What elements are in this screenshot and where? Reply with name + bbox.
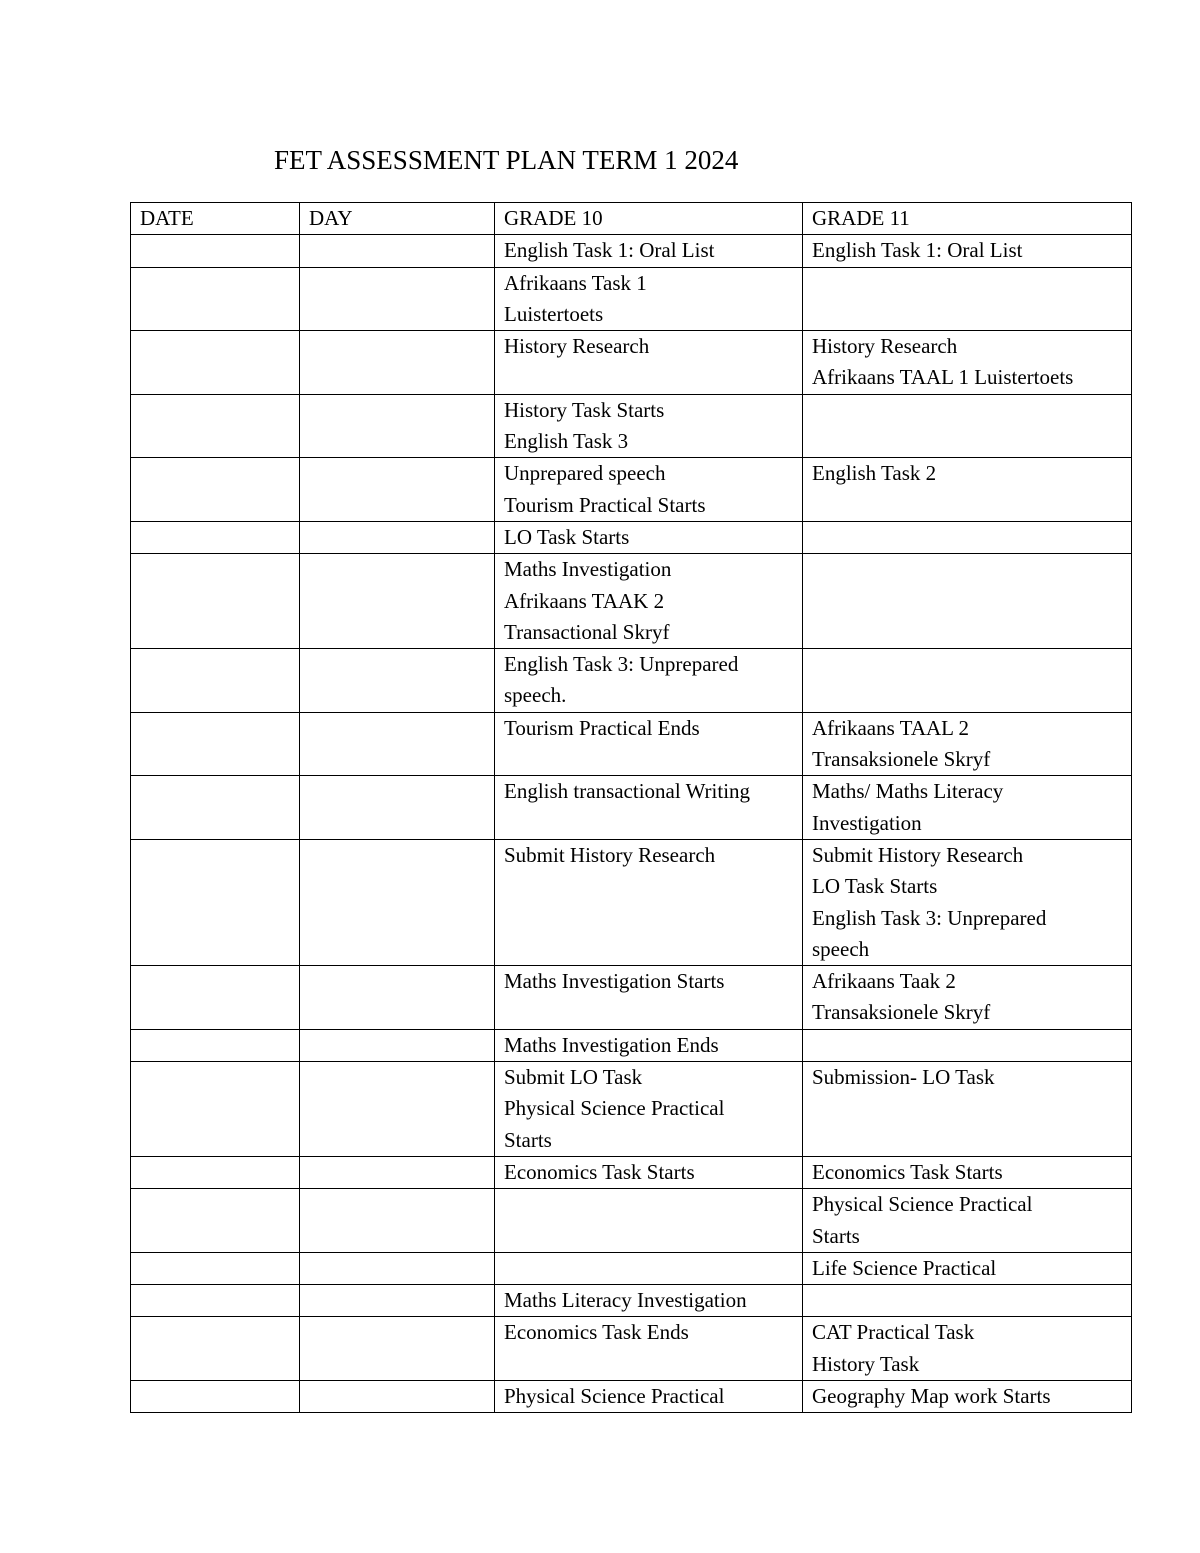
cell-text: Transaksionele Skryf [812,747,991,772]
grade-11-cell [803,1317,1132,1381]
cell-text: Starts [504,1127,552,1152]
grade-11-cell [803,331,1132,395]
grade-10-cell [495,1029,803,1061]
cell-text: Afrikaans Taak 2 [812,969,956,994]
cell-text: Physical Science Practical [812,1192,1033,1217]
table-row [131,1252,1132,1284]
table-row [131,1156,1132,1188]
grade-11-cell [803,394,1132,458]
cell-text: History Task [812,1351,920,1376]
grade-10-cell [495,1156,803,1188]
date-cell [131,458,300,522]
cell-text: Afrikaans TAAK 2 [504,588,665,613]
day-cell [300,1252,495,1284]
grade-10-cell [495,712,803,776]
date-cell [131,839,300,965]
date-cell [131,776,300,840]
table-row [131,1189,1132,1253]
cell-text: English Task 1: Oral List [812,238,1023,263]
cell-text: English transactional Writing [504,779,751,804]
cell-text: History Task Starts [504,397,665,422]
grade-10-cell [495,1189,803,1253]
date-cell [131,554,300,649]
date-cell [131,235,300,267]
grade-10-cell [495,776,803,840]
cell-text: English Task 3: Unprepared [812,905,1047,930]
cell-text: Afrikaans Task 1 [504,270,647,295]
day-cell [300,712,495,776]
grade-10-cell [495,267,803,331]
table-header [131,203,1132,235]
cell-text: LO Task Starts [504,524,630,549]
table-body [131,235,1132,1413]
cell-text: Maths Investigation Starts [504,969,725,994]
cell-text: Submit History Research [812,842,1024,867]
grade-11-cell [803,1029,1132,1061]
grade-11-cell [803,554,1132,649]
cell-text: Afrikaans TAAL 1 Luistertoets [812,365,1074,390]
table-row [131,521,1132,553]
cell-text: Submit History Research [504,842,716,867]
cell-text: Afrikaans TAAL 2 [812,715,969,740]
table-row [131,966,1132,1030]
cell-text: English Task 2 [812,461,937,486]
cell-text: Physical Science Practical [504,1383,725,1408]
grade-11-cell [803,1156,1132,1188]
day-cell [300,554,495,649]
grade-10-cell [495,966,803,1030]
grade-11-cell [803,458,1132,522]
grade-11-cell [803,267,1132,331]
day-cell [300,1317,495,1381]
cell-text: Life Science Practical [812,1255,997,1280]
day-cell [300,1285,495,1317]
day-cell [300,1156,495,1188]
grade-11-cell [803,966,1132,1030]
table-row [131,235,1132,267]
day-cell [300,966,495,1030]
table-row [131,394,1132,458]
cell-text: Economics Task Ends [504,1320,689,1345]
grade-11-cell [803,1252,1132,1284]
table-row [131,267,1132,331]
cell-text: English Task 3 [504,429,629,454]
day-cell [300,394,495,458]
grade-10-cell [495,839,803,965]
table-row [131,1062,1132,1157]
cell-text: Maths Investigation [504,557,672,582]
grade-10-cell [495,521,803,553]
grade-10-cell [495,1380,803,1412]
grade-11-cell [803,1189,1132,1253]
grade-11-cell [803,649,1132,713]
date-cell [131,649,300,713]
date-cell [131,712,300,776]
date-cell [131,1252,300,1284]
cell-text: Tourism Practical Ends [504,715,700,740]
grade-11-cell [803,839,1132,965]
cell-text: Maths Literacy Investigation [504,1288,747,1313]
cell-text: LO Task Starts [812,874,938,899]
cell-text: Transactional Skryf [504,619,670,644]
cell-text: Economics Task Starts [504,1159,695,1184]
day-cell [300,1189,495,1253]
cell-text: Transaksionele Skryf [812,1000,991,1025]
day-cell [300,1380,495,1412]
cell-text: English Task 3: Unprepared [504,652,739,677]
day-cell [300,839,495,965]
grade-11-cell [803,521,1132,553]
date-cell [131,267,300,331]
date-cell [131,1062,300,1157]
day-cell [300,235,495,267]
table-row [131,1317,1132,1381]
date-cell [131,521,300,553]
grade-10-cell [495,394,803,458]
grade-10-cell [495,1285,803,1317]
table-row [131,331,1132,395]
cell-text: speech [812,936,870,961]
assessment-plan-table [130,202,1132,1413]
cell-text: speech. [504,683,567,708]
day-cell [300,1029,495,1061]
header-grade-10: GRADE 10 [495,203,803,235]
table-row [131,712,1132,776]
table-row [131,1285,1132,1317]
header-grade-11: GRADE 11 [803,203,1132,235]
cell-text: Submission- LO Task [812,1065,995,1090]
day-cell [300,458,495,522]
cell-text: Physical Science Practical [504,1096,725,1121]
table-row [131,839,1132,965]
grade-10-cell [495,1252,803,1284]
date-cell [131,394,300,458]
table-row [131,1380,1132,1412]
cell-text: History Research [504,334,650,359]
table-row [131,458,1132,522]
grade-11-cell [803,235,1132,267]
date-cell [131,966,300,1030]
cell-text: Luistertoets [504,301,604,326]
date-cell [131,1189,300,1253]
cell-text: Starts [812,1223,860,1248]
header-day: DAY [300,203,495,235]
day-cell [300,1062,495,1157]
grade-10-cell [495,458,803,522]
cell-text: Geography Map work Starts [812,1383,1051,1408]
cell-text: Unprepared speech [504,461,666,486]
page-title: FET ASSESSMENT PLAN TERM 1 2024 [274,145,739,175]
date-cell [131,1380,300,1412]
header-date: DATE [131,203,300,235]
day-cell [300,649,495,713]
date-cell [131,1317,300,1381]
day-cell [300,521,495,553]
grade-10-cell [495,331,803,395]
grade-11-cell [803,1062,1132,1157]
date-cell [131,1029,300,1061]
cell-text: Investigation [812,810,922,835]
grade-11-cell [803,712,1132,776]
date-cell [131,331,300,395]
cell-text: Maths/ Maths Literacy [812,779,1004,804]
table-row [131,776,1132,840]
cell-text: CAT Practical Task [812,1320,975,1345]
grade-11-cell [803,1285,1132,1317]
grade-10-cell [495,235,803,267]
day-cell [300,267,495,331]
cell-text: History Research [812,334,958,359]
cell-text: Economics Task Starts [812,1159,1003,1184]
cell-text: Tourism Practical Starts [504,492,706,517]
header-row [131,203,1132,235]
cell-text: Submit LO Task [504,1065,643,1090]
grade-11-cell [803,776,1132,840]
grade-10-cell [495,1062,803,1157]
table-row [131,649,1132,713]
cell-text: English Task 1: Oral List [504,238,715,263]
table-row [131,1029,1132,1061]
grade-10-cell [495,554,803,649]
cell-text: Maths Investigation Ends [504,1032,719,1057]
date-cell [131,1285,300,1317]
day-cell [300,776,495,840]
grade-11-cell [803,1380,1132,1412]
grade-10-cell [495,1317,803,1381]
date-cell [131,1156,300,1188]
table-row [131,554,1132,649]
grade-10-cell [495,649,803,713]
day-cell [300,331,495,395]
